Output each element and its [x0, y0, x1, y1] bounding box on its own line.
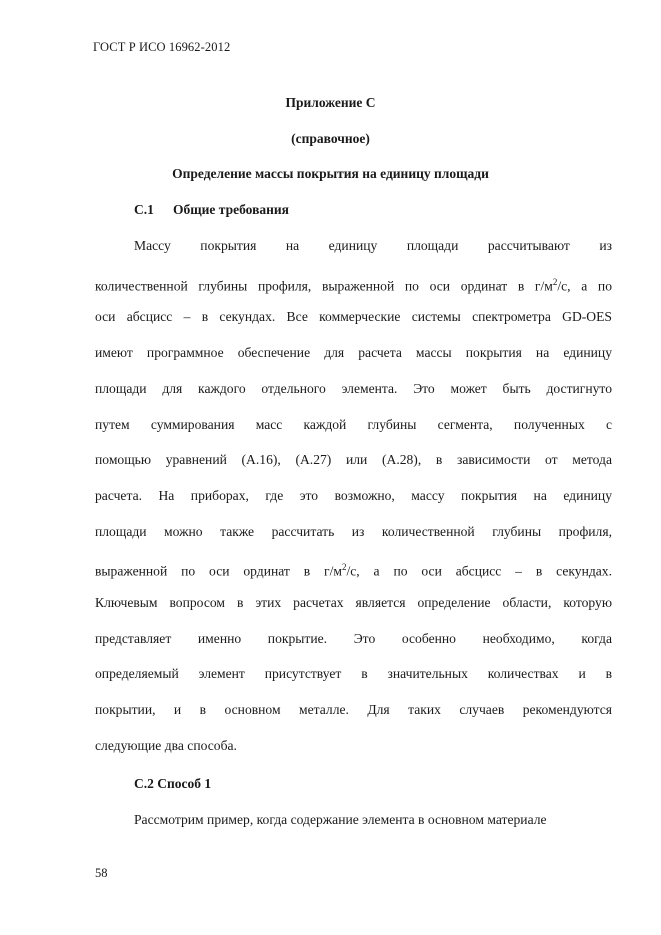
document-header: ГОСТ Р ИСО 16962-2012 — [93, 40, 231, 54]
text-segment: количественной глубины профиля, выраженной по оси ординат в г/м — [95, 278, 553, 294]
paragraph-line — [95, 273, 612, 296]
paragraph-line: определяемый элемент присутствует в значительных количествах и в — [95, 666, 612, 681]
paragraph-method-1-line: Рассмотрим пример, когда содержание элемента в основном материале — [134, 812, 547, 827]
paragraph-line: Ключевым вопросом в этих расчетах является определение области, которую — [95, 595, 612, 610]
text-segment: выраженной по оси ординат в г/м — [95, 563, 342, 579]
paragraph-line: представляет именно покрытие. Это особенно необходимо, когда — [95, 631, 612, 646]
appendix-heading: Определение массы покрытия на единицу площади — [172, 166, 489, 181]
section-1-title: Общие требования — [173, 202, 289, 217]
paragraph-line: Массу покрытия на единицу площади рассчитывают из — [134, 238, 612, 253]
paragraph-line: путем суммирования масс каждой глубины сегмента, полученных с — [95, 417, 612, 432]
paragraph-line: расчета. На приборах, где это возможно, массу покрытия на единицу — [95, 488, 612, 503]
paragraph-line: покрытии, и в основном металле. Для таких случаев рекомендуются — [95, 702, 612, 717]
appendix-type: (справочное) — [291, 131, 370, 146]
paragraph-line: площади можно также рассчитать из количественной глубины профиля, — [95, 524, 612, 539]
section-1-number: С.1 — [134, 202, 154, 217]
paragraph-line: площади для каждого отдельного элемента. Это может быть достигнуто — [95, 381, 612, 396]
appendix-title: Приложение С — [285, 95, 376, 110]
paragraph-line: оси абсцисс – в секундах. Все коммерческие системы спектрометра GD-OES — [95, 309, 612, 324]
superscript: 2 — [341, 562, 347, 572]
paragraph-line — [95, 558, 612, 581]
paragraph-line: следующие два способа. — [95, 738, 237, 753]
page-number: 58 — [95, 866, 108, 880]
section-2-title: С.2 Способ 1 — [134, 776, 212, 791]
paragraph-line: помощью уравнений (А.16), (А.27) или (А.28), в зависимости от метода — [95, 452, 612, 467]
text-segment: /с, а по — [557, 278, 612, 294]
text-segment: /с, а по оси абсцисс – в секундах. — [346, 563, 612, 579]
superscript: 2 — [552, 277, 558, 287]
paragraph-line: имеют программное обеспечение для расчета массы покрытия на единицу — [95, 345, 612, 360]
